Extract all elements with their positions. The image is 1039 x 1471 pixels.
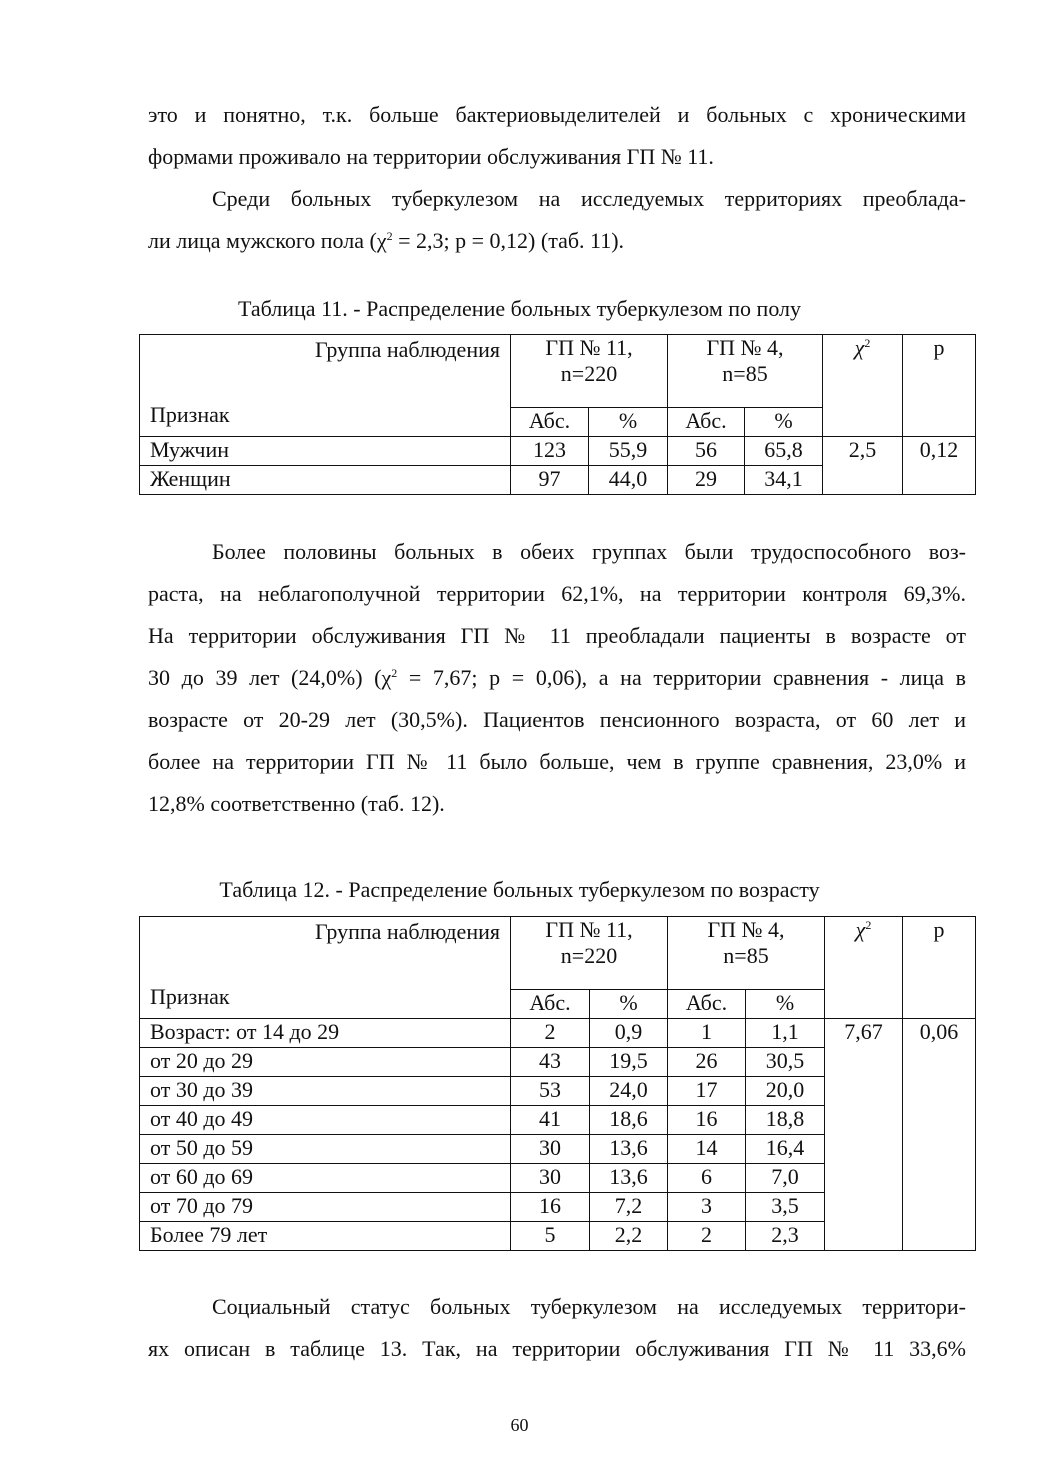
- group-header-label: Группа наблюдения: [315, 919, 500, 944]
- gp11-abs-cell: 30: [511, 1164, 590, 1193]
- gp11-count: n=220: [560, 943, 618, 968]
- gp11-pct-cell: 44,0: [589, 466, 668, 495]
- gp11-abs-cell: 41: [511, 1106, 590, 1135]
- gp4-pct-cell: 7,0: [746, 1164, 825, 1193]
- paragraph-line: 12,8% соответственно (таб. 12).: [148, 791, 445, 816]
- gp4-abs-cell: 17: [668, 1077, 746, 1106]
- gp11-abs-cell: 5: [511, 1222, 590, 1251]
- gp11-abs-cell: 2: [511, 1019, 590, 1048]
- gp4-header: [668, 917, 825, 990]
- page-number: 60: [510, 1415, 529, 1435]
- gp4-header: [668, 335, 823, 408]
- paragraph-line: [148, 220, 966, 262]
- paragraph-line: формами проживало на территории обслуживания ГП № 11.: [148, 144, 714, 169]
- gp11-abs-cell: 43: [511, 1048, 590, 1077]
- table-12: [139, 916, 976, 1251]
- gp4-pct-cell: 16,4: [746, 1135, 825, 1164]
- gp11-pct-cell: 7,2: [590, 1193, 668, 1222]
- gp11-pct-cell: 55,9: [589, 437, 668, 466]
- abs-subheader: Абс.: [511, 990, 590, 1019]
- superscript: 2: [864, 336, 871, 350]
- gp11-abs-cell: 53: [511, 1077, 590, 1106]
- chi-symbol: χ: [855, 917, 866, 942]
- gp11-title: ГП № 11,: [545, 335, 633, 360]
- chi-header: [823, 335, 903, 437]
- gp11-pct-cell: 18,6: [590, 1106, 668, 1135]
- paragraph-line: Социальный статус больных туберкулезом на исследуемых территори-: [212, 1294, 966, 1319]
- superscript: 2: [386, 229, 393, 243]
- paragraph-4: [148, 1286, 966, 1370]
- pct-subheader: %: [746, 990, 825, 1019]
- chi-symbol: χ: [854, 335, 865, 360]
- row-label: от 70 до 79: [140, 1193, 511, 1222]
- gp4-abs-cell: 56: [668, 437, 745, 466]
- pct-subheader: %: [590, 990, 668, 1019]
- gp4-pct-cell: 3,5: [746, 1193, 825, 1222]
- gp11-title: ГП № 11,: [545, 917, 633, 942]
- gp11-pct-cell: 24,0: [590, 1077, 668, 1106]
- row-label: Более 79 лет: [140, 1222, 511, 1251]
- paragraph-line: [148, 657, 966, 699]
- paragraph-line: Более половины больных в обеих группах были трудоспособного воз-: [212, 539, 966, 564]
- gp11-pct-cell: 0,9: [590, 1019, 668, 1048]
- gp11-header: [511, 917, 668, 990]
- gp11-pct-cell: 19,5: [590, 1048, 668, 1077]
- gp4-pct-cell: 65,8: [745, 437, 823, 466]
- paragraph-line: раста, на неблагополучной территории 62,1%, на территории контроля 69,3%.: [148, 581, 966, 606]
- superscript: 2: [391, 666, 398, 680]
- gp4-abs-cell: 14: [668, 1135, 746, 1164]
- gp4-count: n=85: [722, 361, 768, 386]
- row-label: от 60 до 69: [140, 1164, 511, 1193]
- paragraph-2: [148, 178, 966, 262]
- row-label: от 50 до 59: [140, 1135, 511, 1164]
- gp11-pct-cell: 13,6: [590, 1164, 668, 1193]
- gp4-count: n=85: [723, 943, 769, 968]
- table-12-caption: Таблица 12. - Распределение больных туберкулезом по возрасту: [219, 877, 820, 902]
- row-label: Женщин: [140, 466, 511, 495]
- gp4-abs-cell: 29: [668, 466, 745, 495]
- row-label: Возраст: от 14 до 29: [140, 1019, 511, 1048]
- gp11-count: n=220: [560, 361, 618, 386]
- table-row: [140, 1019, 976, 1048]
- gp4-pct-cell: 34,1: [745, 466, 823, 495]
- gp4-abs-cell: 6: [668, 1164, 746, 1193]
- gp11-abs-cell: 16: [511, 1193, 590, 1222]
- table-row: [140, 437, 976, 466]
- gp11-pct-cell: 13,6: [590, 1135, 668, 1164]
- header-corner-cell: [140, 335, 511, 437]
- paragraph-line: Среди больных туберкулезом на исследуемых территориях преоблада-: [212, 186, 966, 211]
- paragraph-line: ях описан в таблице 13. Так, на территории обслуживания ГП № 11 33,6%: [148, 1336, 966, 1361]
- p-value-cell: 0,06: [903, 1019, 976, 1251]
- row-label: Мужчин: [140, 437, 511, 466]
- paragraph-line: более на территории ГП № 11 было больше, чем в группе сравнения, 23,0% и: [148, 749, 966, 774]
- p-header: p: [903, 917, 976, 1019]
- gp11-pct-cell: 2,2: [590, 1222, 668, 1251]
- text-fragment: = 7,67; p = 0,06), а на территории сравнения - лица в: [397, 665, 966, 690]
- gp4-pct-cell: 30,5: [746, 1048, 825, 1077]
- superscript: 2: [865, 918, 872, 932]
- gp11-abs-cell: 123: [511, 437, 589, 466]
- paragraph-line: На территории обслуживания ГП № 11 преобладали пациенты в возрасте от: [148, 623, 966, 648]
- text-fragment: 30 до 39 лет (24,0%) (χ: [148, 665, 392, 690]
- chi-value-cell: 2,5: [823, 437, 903, 495]
- gp4-pct-cell: 20,0: [746, 1077, 825, 1106]
- paragraph-line: это и понятно, т.к. больше бактериовыделителей и больных с хроническими: [148, 102, 966, 127]
- p-value-cell: 0,12: [903, 437, 976, 495]
- gp4-title: ГП № 4,: [707, 917, 785, 942]
- table-11-caption: Таблица 11. - Распределение больных туберкулезом по полу: [237, 296, 802, 321]
- abs-subheader: Абс.: [668, 990, 746, 1019]
- gp4-abs-cell: 1: [668, 1019, 746, 1048]
- gp11-abs-cell: 30: [511, 1135, 590, 1164]
- gp4-abs-cell: 16: [668, 1106, 746, 1135]
- gp4-title: ГП № 4,: [706, 335, 784, 360]
- gp4-abs-cell: 26: [668, 1048, 746, 1077]
- abs-subheader: Абс.: [511, 408, 589, 437]
- paragraph-1: [148, 94, 966, 178]
- chi-value-cell: 7,67: [825, 1019, 903, 1251]
- pct-subheader: %: [589, 408, 668, 437]
- gp4-abs-cell: 3: [668, 1193, 746, 1222]
- group-header-label: Группа наблюдения: [315, 337, 500, 362]
- row-label: от 30 до 39: [140, 1077, 511, 1106]
- gp4-pct-cell: 1,1: [746, 1019, 825, 1048]
- sign-header-label: Признак: [150, 402, 230, 427]
- abs-subheader: Абс.: [668, 408, 745, 437]
- gp11-abs-cell: 97: [511, 466, 589, 495]
- paragraph-3: [148, 531, 966, 825]
- p-header: p: [903, 335, 976, 437]
- gp4-pct-cell: 18,8: [746, 1106, 825, 1135]
- text-fragment: ли лица мужского пола (χ: [148, 228, 387, 253]
- gp4-abs-cell: 2: [668, 1222, 746, 1251]
- header-corner-cell: [140, 917, 511, 1019]
- chi-header: [825, 917, 903, 1019]
- paragraph-line: возрасте от 20-29 лет (30,5%). Пациентов пенсионного возраста, от 60 лет и: [148, 707, 966, 732]
- row-label: от 20 до 29: [140, 1048, 511, 1077]
- text-fragment: = 2,3; p = 0,12) (таб. 11).: [392, 228, 625, 253]
- table-11: [139, 334, 976, 495]
- sign-header-label: Признак: [150, 984, 230, 1009]
- gp11-header: [511, 335, 668, 408]
- gp4-pct-cell: 2,3: [746, 1222, 825, 1251]
- row-label: от 40 до 49: [140, 1106, 511, 1135]
- pct-subheader: %: [745, 408, 823, 437]
